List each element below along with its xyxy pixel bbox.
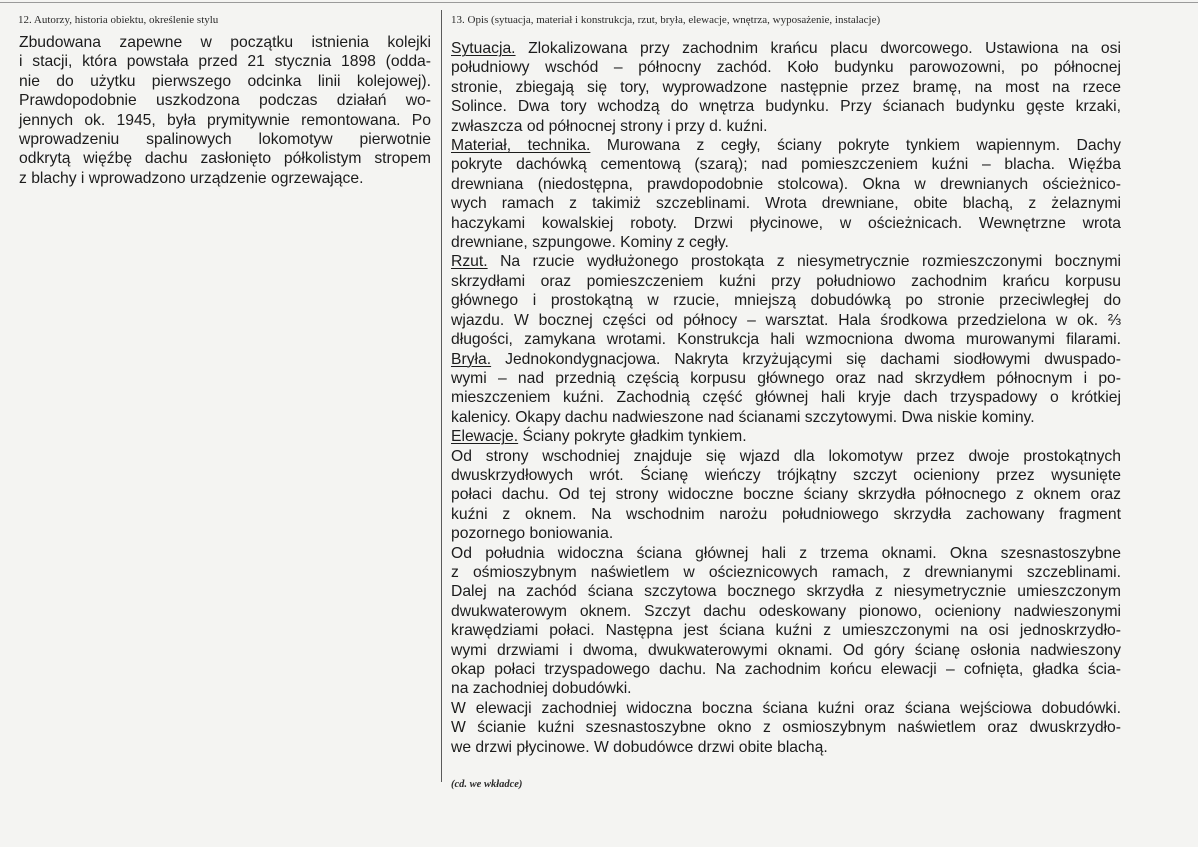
- text-content: wych ramach z takimiż szczeblinami. Wrota drewniane, obite blachą, z żelaznymi: [451, 195, 1121, 213]
- text-line: [451, 252, 1121, 271]
- text-line: [451, 97, 1121, 116]
- text-content: południowy wschód – północny zachód. Koło budynku parowozowni, po północnej: [451, 59, 1121, 77]
- text-line: [451, 544, 1121, 563]
- text-content: W elewacji zachodniej widoczna boczna ściana kuźni oraz ściana wejściowa dobudówki.: [451, 699, 1121, 717]
- text-content: pokryte dachówką cementową (szarą); nad pomieszczeniem kuźni – blacha. Więźba: [451, 156, 1121, 174]
- top-border: [0, 2, 1198, 3]
- text-line: [451, 233, 1121, 252]
- subsection-label: Materiał, technika.: [451, 137, 591, 155]
- text-line: [451, 563, 1121, 582]
- section-13-header: 13. Opis (sytuacja, materiał i konstrukcja, rzut, bryła, elewacje, wnętrza, wyposażenie, instalacje): [451, 14, 881, 26]
- text-content: haczykami kowalskiej roboty. Drzwi płycinowe, w ościeżnicach. Wewnętrzne wrota: [451, 214, 1121, 232]
- text-content: we drzwi płycinowe. W dobudówce drzwi obite blachą.: [451, 738, 828, 756]
- text-content: wymi – nad przednią częścią korpusu głównego oraz nad skrzydłem północnym i po-: [451, 369, 1121, 387]
- text-line: [451, 505, 1121, 524]
- section-13-text: [451, 39, 1121, 757]
- text-content: na zachodniej dobudówki.: [451, 680, 632, 698]
- text-content: dwuskrzydłowych wrót. Ścianę wieńczy trójkątny szczyt ocieniony przez wysunięte: [451, 466, 1121, 484]
- text-content: drewniana (niedostępna, prawdopodobnie stolcowa). Okna w drewnianych ościeżnico-: [451, 175, 1121, 193]
- text-line: [451, 291, 1121, 310]
- text-content: długości, zamykana wrotami. Konstrukcja hali wzmocniona dwoma murowanymi filarami.: [451, 331, 1121, 349]
- text-line: [451, 485, 1121, 504]
- text-line: [451, 78, 1121, 97]
- text-content: Na rzucie wydłużonego prostokąta z niesymetrycznie rozmieszczonymi bocznymi: [487, 253, 1121, 271]
- text-line: odkrytą więźbę dachu zasłonięto półkolistym stropem: [19, 150, 431, 168]
- text-content: Murowana z cegły, ściany pokryte tynkiem wapiennym. Dachy: [590, 137, 1121, 155]
- text-line: [451, 679, 1121, 698]
- text-line: [451, 369, 1121, 388]
- text-content: Od południa widoczna ściana głównej hali z trzema oknami. Okna szesnastoszybne: [451, 544, 1121, 562]
- text-line: [451, 175, 1121, 194]
- text-content: pozornego boniowania.: [451, 525, 614, 543]
- text-content: zwłaszcza od północnej strony i przy d. kuźni.: [451, 117, 768, 135]
- text-line: [451, 350, 1121, 369]
- continuation-note: (cd. we wkładce): [451, 779, 523, 790]
- text-line: [451, 117, 1121, 136]
- text-line: [451, 660, 1121, 679]
- text-content: mieszczeniem kuźni. Zachodnią część głównej hali kryje dach trzyspadowy o krótkiej: [451, 389, 1121, 407]
- text-line: [451, 427, 1121, 446]
- text-line: Zbudowana zapewne w początku istnienia kolejki: [19, 34, 431, 51]
- subsection-label: Elewacje.: [451, 428, 519, 446]
- text-line: [451, 58, 1121, 77]
- text-line: z blachy i wprowadzono urządzenie ogrzewające.: [19, 169, 364, 187]
- text-line: [451, 214, 1121, 233]
- text-line: jennych ok. 1945, była prymitywnie remontowana. Po: [19, 111, 431, 129]
- text-content: W ścianie kuźni szesnastoszybne okno z osmioszybnym naświetlem oraz dwuskrzydło-: [451, 719, 1121, 737]
- text-line: [451, 311, 1121, 330]
- text-line: [451, 641, 1121, 660]
- text-content: Jednokondygnacjowa. Nakryta krzyżującymi się dachami siodłowymi dwuspado-: [491, 350, 1121, 368]
- section-12-text: [19, 33, 431, 188]
- text-line: [451, 718, 1121, 737]
- text-line: [451, 621, 1121, 640]
- text-content: z ośmioszybnym naświetlem w ościeznicowych ramach, z drewnianymi szczeblinami.: [451, 563, 1121, 581]
- column-divider: [441, 10, 442, 782]
- text-line: [451, 388, 1121, 407]
- text-content: Zlokalizowana przy zachodnim krańcu placu dworcowego. Ustawiona na osi: [515, 40, 1121, 57]
- text-line: [451, 524, 1121, 543]
- text-line: Prawdopodobnie uszkodzona podczas działań wo-: [19, 92, 431, 110]
- text-content: okap połaci trzyspadowego dachu. Na zachodnim końcu elewacji – cofnięta, gładka ścia-: [451, 661, 1121, 678]
- text-line: [451, 582, 1121, 601]
- section-12-header: 12. Autorzy, historia obiektu, określenie stylu: [18, 14, 219, 26]
- text-line: [451, 602, 1121, 621]
- text-content: kalenicy. Okapy dachu nadwieszone nad ścianami szczytowymi. Dwa niskie kominy.: [451, 408, 1035, 426]
- text-content: Ściany pokryte gładkim tynkiem.: [518, 428, 747, 446]
- text-content: Dalej na zachód ściana szczytowa bocznego skrzydła z niesymetrycznie umieszczonym: [451, 583, 1121, 601]
- text-line: nie do użytku pierwszego odcinka linii kolejowej).: [19, 72, 431, 90]
- text-line: [451, 272, 1121, 291]
- text-line: [451, 699, 1121, 718]
- text-line: wprowadzeniu spalinowych lokomotyw pierwotnie: [19, 131, 431, 149]
- text-content: krawędziami połaci. Następna jest ściana kuźni z umieszczonymi na osi jednoskrzydło-: [451, 622, 1121, 640]
- text-content: Od strony wschodniej znajduje się wjazd dla lokomotyw przez dwoje prostokątnych: [451, 447, 1121, 465]
- text-content: stronie, zbiegają się tory, wyprowadzone następnie przez bramę, na most na rzece: [451, 78, 1121, 96]
- text-content: wymi drzwiami i dwoma, dwukwaterowymi oknami. Od góry ścianę osłonia nadwieszony: [451, 641, 1121, 659]
- text-content: głównego i prostokątną w rzucie, mniejszą dobudówką po stronie przeciwległej do: [451, 292, 1121, 310]
- text-content: połaci dachu. Od tej strony widoczne boczne ściany skrzydła północnego z oknem oraz: [451, 486, 1121, 504]
- text-line: [451, 39, 1121, 58]
- text-content: kuźni z oknem. Na wschodnim narożu południowego skrzydła zachowany fragment: [451, 505, 1121, 523]
- text-line: [451, 447, 1121, 466]
- subsection-label: Rzut.: [451, 253, 488, 271]
- text-content: wjazdu. W bocznej części od północy – warsztat. Hala środkowa przedzielona w ok. ⅔: [451, 311, 1121, 329]
- text-line: [451, 136, 1121, 155]
- text-line: [451, 194, 1121, 213]
- text-line: [451, 408, 1121, 427]
- text-line: [451, 330, 1121, 349]
- text-content: skrzydłami oraz pomieszczeniem kuźni przy południowo zachodnim krańcu korpusu: [451, 272, 1121, 290]
- text-line: [451, 155, 1121, 174]
- text-line: [451, 738, 1121, 757]
- text-line: [451, 466, 1121, 485]
- subsection-label: Bryła.: [451, 350, 492, 368]
- text-content: dwukwaterowym oknem. Szczyt dachu odeskowany pionowo, ocieniony nadwieszonymi: [451, 602, 1121, 620]
- text-line: i stacji, która powstała przed 21 stycznia 1898 (odda-: [19, 53, 431, 71]
- text-content: drewniane, szpungowe. Kominy z cegły.: [451, 234, 729, 252]
- text-content: Solince. Dwa tory wchodzą do wnętrza budynku. Przy ścianach budynku gęste krzaki,: [451, 98, 1121, 116]
- subsection-label: Sytuacja.: [451, 40, 516, 57]
